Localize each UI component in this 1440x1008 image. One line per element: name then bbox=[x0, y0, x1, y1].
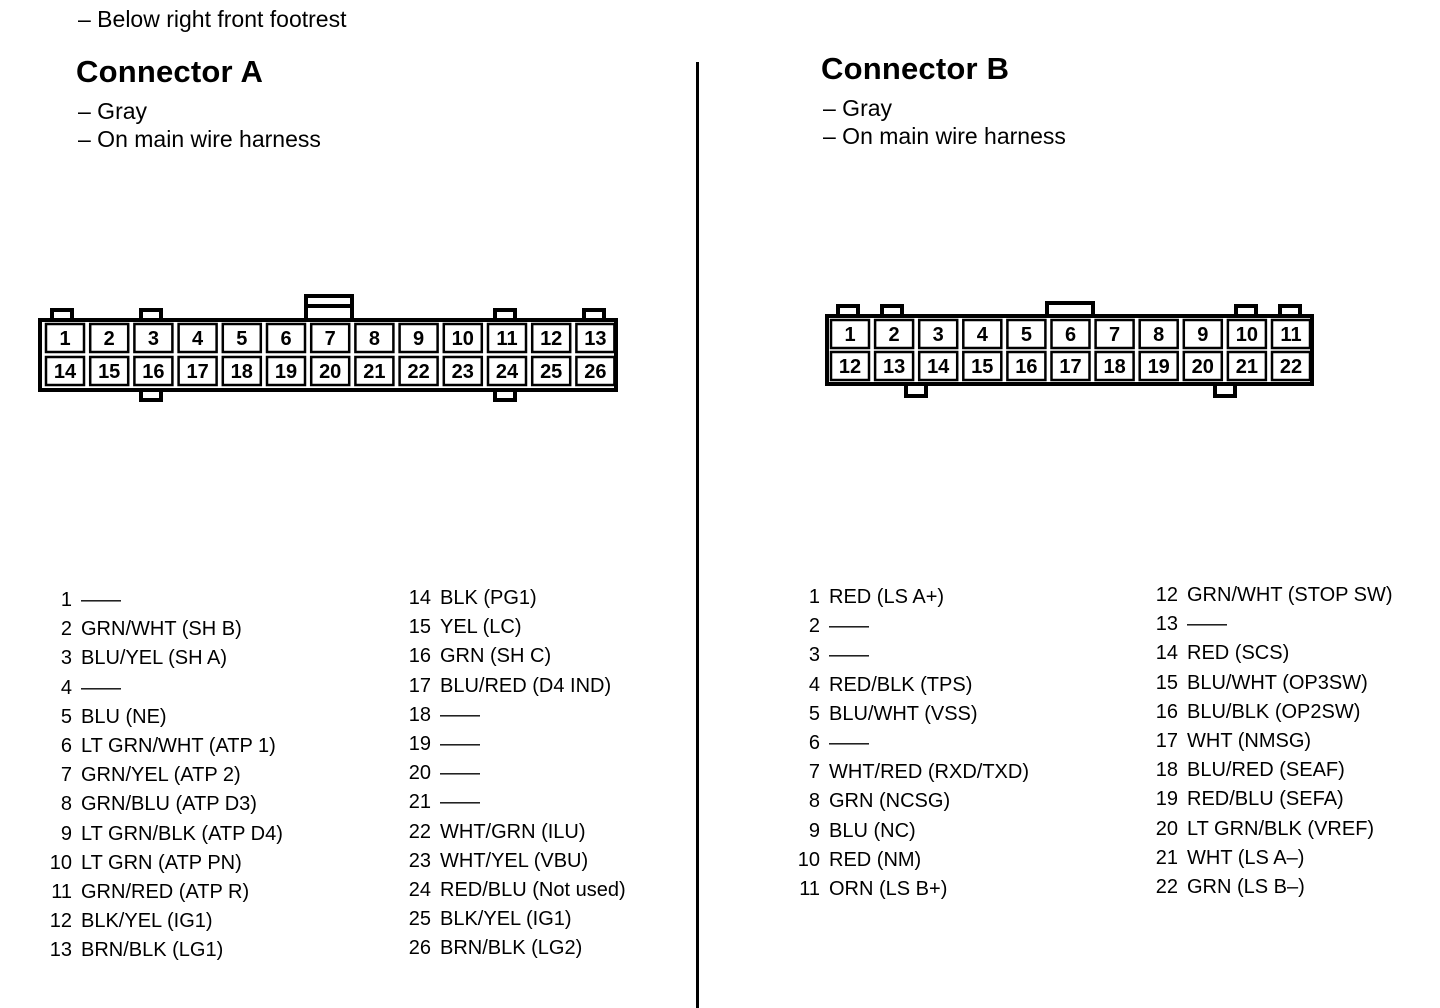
pin-number: 18 bbox=[1155, 759, 1178, 782]
pin-number: 20 bbox=[1155, 817, 1178, 840]
connector_b-pin-number: 18 bbox=[1103, 356, 1126, 378]
connector_a-pin-number: 10 bbox=[451, 328, 474, 350]
connector_a-pin-number: 25 bbox=[540, 361, 563, 383]
connector_a-pin-number: 24 bbox=[495, 361, 519, 383]
connector_a-pin-number: 13 bbox=[584, 328, 607, 350]
pin-number: 1 bbox=[808, 586, 820, 608]
connector_a-pin-number: 23 bbox=[451, 361, 474, 383]
connector_a-pin-number: 20 bbox=[319, 361, 342, 383]
pin-list-item bbox=[1142, 785, 1393, 814]
connector_a-pin-number: 15 bbox=[98, 361, 121, 383]
connector-b-lock-tab bbox=[1047, 303, 1093, 316]
pin-number: 23 bbox=[408, 849, 431, 872]
connector_b-pin-number: 19 bbox=[1147, 356, 1170, 378]
pin-list-item bbox=[1142, 815, 1393, 844]
pin-wire-signal: —— bbox=[440, 791, 480, 814]
pin-number: 25 bbox=[408, 908, 431, 931]
pin-number: 7 bbox=[60, 764, 72, 787]
pin-list-item bbox=[784, 641, 1029, 670]
pin-wire-signal: BLU (NE) bbox=[81, 705, 167, 728]
pin-wire-signal: BRN/BLK (LG2) bbox=[440, 937, 583, 960]
connector_b-pin-number: 12 bbox=[838, 356, 862, 378]
connector_b-pin-number: 16 bbox=[1015, 356, 1038, 378]
pin-wire-signal: BLU (NC) bbox=[829, 819, 916, 842]
pin-list-item bbox=[395, 730, 626, 759]
pin-list-item bbox=[36, 586, 283, 615]
pin-number: 4 bbox=[808, 673, 820, 696]
connector_a-pin-number: 17 bbox=[186, 361, 209, 383]
pin-number: 17 bbox=[408, 674, 431, 697]
pin-list-item bbox=[1142, 873, 1393, 902]
pin-list-item bbox=[784, 817, 1029, 846]
connector_b-pin-number: 8 bbox=[1153, 324, 1165, 346]
connector_b-pin-number: 3 bbox=[932, 324, 944, 346]
pin-number: 9 bbox=[60, 822, 72, 845]
pin-number: 5 bbox=[808, 702, 820, 725]
pin-number: 12 bbox=[49, 910, 72, 933]
pin-number: 13 bbox=[49, 939, 72, 962]
pin-list-item bbox=[36, 615, 283, 644]
pin-wire-signal: WHT/RED (RXD/TXD) bbox=[829, 761, 1029, 784]
pin-wire-signal: RED/BLU (Not used) bbox=[440, 878, 626, 901]
pin-wire-signal: —— bbox=[440, 732, 480, 755]
pin-list-item bbox=[1142, 610, 1393, 639]
pin-list-item bbox=[395, 642, 626, 671]
pin-list-item bbox=[1142, 639, 1393, 668]
pin-wire-signal: RED/BLU (SEFA) bbox=[1187, 788, 1344, 811]
connector-a-pin-list-2 bbox=[395, 584, 626, 963]
pin-number: 2 bbox=[808, 615, 820, 638]
pin-wire-signal: —— bbox=[829, 644, 869, 667]
connector_a-pin-number: 18 bbox=[230, 361, 253, 383]
pin-number: 10 bbox=[797, 848, 820, 871]
pin-wire-signal: RED (LS A+) bbox=[829, 586, 945, 608]
connector_b-pin-number: 6 bbox=[1064, 324, 1077, 346]
pin-list-item bbox=[395, 934, 626, 963]
pin-number: 15 bbox=[1155, 671, 1178, 694]
pin-number: 9 bbox=[808, 819, 820, 842]
connector_b-pin-number: 14 bbox=[927, 356, 950, 378]
pin-wire-signal: BLK (PG1) bbox=[440, 587, 537, 609]
connector_b-pin-number: 4 bbox=[976, 324, 988, 346]
pin-list-item bbox=[395, 672, 626, 701]
pin-number: 11 bbox=[799, 877, 820, 900]
pin-list-item bbox=[1142, 727, 1393, 756]
pin-wire-signal: LT GRN/WHT (ATP 1) bbox=[81, 734, 276, 757]
pin-wire-signal: RED/BLK (TPS) bbox=[829, 673, 973, 696]
pin-list-item bbox=[784, 612, 1029, 641]
pin-list-item bbox=[36, 703, 283, 732]
pin-number: 2 bbox=[60, 618, 72, 641]
connector_b-pin-number: 9 bbox=[1197, 324, 1209, 346]
pin-list-item bbox=[1142, 581, 1393, 610]
pin-list-item bbox=[1142, 844, 1393, 873]
pin-number: 20 bbox=[408, 762, 431, 785]
pin-list-item bbox=[1142, 669, 1393, 698]
pin-list-item bbox=[395, 584, 626, 613]
pin-number: 8 bbox=[60, 793, 72, 816]
pin-list-item bbox=[395, 905, 626, 934]
pin-number: 5 bbox=[60, 705, 72, 728]
connector_a-pin-number: 9 bbox=[413, 328, 425, 350]
connector-b-pin-list-1 bbox=[784, 583, 1029, 904]
pin-wire-signal: —— bbox=[81, 676, 121, 699]
connector_a-pin-number: 19 bbox=[274, 361, 298, 383]
pin-list-item bbox=[784, 671, 1029, 700]
pin-number: 14 bbox=[1155, 642, 1178, 665]
connector_a-pin-number: 22 bbox=[407, 361, 430, 383]
pin-wire-signal: LT GRN/BLK (ATP D4) bbox=[81, 822, 283, 845]
connector-b-location-note: – On main wire harness bbox=[823, 123, 1066, 149]
pin-list-item bbox=[784, 875, 1029, 904]
pin-wire-signal: BRN/BLK (LG1) bbox=[81, 939, 224, 962]
connector_b-pin-number: 17 bbox=[1059, 356, 1082, 378]
connector-a-location-note: – On main wire harness bbox=[78, 126, 321, 152]
pin-list-item bbox=[36, 790, 283, 819]
pin-wire-signal: BLK/YEL (IG1) bbox=[440, 908, 572, 931]
pin-list-item bbox=[784, 729, 1029, 758]
connector_a-pin-number: 8 bbox=[368, 328, 380, 350]
pin-list-item bbox=[395, 613, 626, 642]
pin-number: 14 bbox=[408, 587, 431, 609]
pin-number: 7 bbox=[808, 761, 820, 784]
pin-wire-signal: WHT (NMSG) bbox=[1187, 729, 1312, 752]
connector-a-pin-list-1 bbox=[36, 586, 283, 965]
connector_a-pin-number: 16 bbox=[142, 361, 165, 383]
connector-b-color-note: – Gray bbox=[823, 95, 893, 121]
pin-wire-signal: —— bbox=[81, 589, 121, 611]
pin-wire-signal: GRN (LS B–) bbox=[1187, 875, 1305, 898]
pin-list-item bbox=[784, 700, 1029, 729]
connector_b-pin-number: 5 bbox=[1020, 324, 1032, 346]
connector_a-pin-number: 14 bbox=[53, 361, 77, 383]
pin-wire-signal: BLU/BLK (OP2SW) bbox=[1187, 700, 1361, 723]
connector-a-color-note: – Gray bbox=[78, 98, 148, 124]
connector_b-pin-number: 22 bbox=[1279, 356, 1303, 378]
connector_a-pin-number: 12 bbox=[540, 328, 563, 350]
pin-list-item bbox=[36, 820, 283, 849]
pin-number: 19 bbox=[408, 732, 431, 755]
connector_a-pin-number: 6 bbox=[280, 328, 292, 350]
pin-number: 3 bbox=[60, 647, 72, 670]
pin-list-item bbox=[36, 849, 283, 878]
pin-list-item bbox=[395, 701, 626, 730]
pin-list-item bbox=[36, 644, 283, 673]
pin-number: 11 bbox=[51, 880, 72, 903]
pin-list-item bbox=[36, 674, 283, 703]
pin-number: 18 bbox=[408, 703, 431, 726]
pin-wire-signal: —— bbox=[1187, 613, 1227, 636]
pin-wire-signal: ORN (LS B+) bbox=[829, 877, 948, 900]
pin-wire-signal: RED (SCS) bbox=[1187, 642, 1290, 665]
connector_b-pin-number: 11 bbox=[1280, 324, 1302, 346]
pin-wire-signal: LT GRN/BLK (VREF) bbox=[1187, 817, 1375, 840]
pin-list-item bbox=[36, 907, 283, 936]
pin-number: 13 bbox=[1155, 613, 1178, 636]
pin-list-item bbox=[784, 758, 1029, 787]
pin-number: 17 bbox=[1155, 729, 1178, 752]
connector_b-pin-number: 10 bbox=[1235, 324, 1259, 346]
pin-number: 21 bbox=[408, 791, 431, 814]
connector_a-pin-number: 11 bbox=[496, 328, 518, 350]
pin-wire-signal: GRN/WHT (SH B) bbox=[81, 618, 242, 641]
location-note: – Below right front footrest bbox=[78, 6, 347, 32]
pin-number: 21 bbox=[1155, 846, 1178, 869]
connector_a-pin-number: 1 bbox=[59, 328, 71, 350]
connector_b-pin-number: 13 bbox=[882, 356, 906, 378]
pin-list-item bbox=[36, 761, 283, 790]
pin-list-item bbox=[36, 878, 283, 907]
pin-list-item bbox=[395, 788, 626, 817]
pin-wire-signal: LT GRN (ATP PN) bbox=[81, 851, 242, 874]
pin-number: 19 bbox=[1155, 788, 1178, 811]
connector_b-pin-number: 2 bbox=[888, 324, 900, 346]
pin-wire-signal: —— bbox=[829, 731, 869, 754]
pin-list-item bbox=[784, 787, 1029, 816]
connector_a-pin-number: 4 bbox=[192, 328, 204, 350]
pin-wire-signal: GRN/BLU (ATP D3) bbox=[81, 793, 257, 816]
connector_a-pin-number: 2 bbox=[103, 328, 115, 350]
pin-wire-signal: GRN (SH C) bbox=[440, 645, 552, 668]
pin-number: 6 bbox=[60, 734, 72, 757]
pin-list-item bbox=[395, 818, 626, 847]
pin-wire-signal: —— bbox=[440, 703, 480, 726]
pin-wire-signal: —— bbox=[829, 615, 869, 638]
pin-number: 12 bbox=[1155, 584, 1178, 606]
pin-list-item bbox=[36, 936, 283, 965]
pin-wire-signal: BLU/YEL (SH A) bbox=[81, 647, 227, 670]
pin-wire-signal: WHT/GRN (ILU) bbox=[440, 820, 586, 843]
pin-number: 22 bbox=[1155, 875, 1178, 898]
connector_a-pin-number: 21 bbox=[363, 361, 386, 383]
pin-number: 10 bbox=[49, 851, 72, 874]
pin-wire-signal: WHT/YEL (VBU) bbox=[440, 849, 589, 872]
connector-b-pin-list-2 bbox=[1142, 581, 1393, 902]
connector_a-pin-number: 5 bbox=[236, 328, 248, 350]
connector_a-pin-number: 3 bbox=[147, 328, 159, 350]
pin-wire-signal: YEL (LC) bbox=[440, 616, 522, 639]
pin-list-item bbox=[784, 583, 1029, 612]
pin-list-item bbox=[1142, 698, 1393, 727]
pin-wire-signal: BLK/YEL (IG1) bbox=[81, 910, 213, 933]
pin-number: 1 bbox=[60, 589, 72, 611]
pin-wire-signal: GRN (NCSG) bbox=[829, 790, 951, 813]
pin-list-item bbox=[395, 876, 626, 905]
connector_b-pin-number: 15 bbox=[971, 356, 994, 378]
pin-wire-signal: WHT (LS A–) bbox=[1187, 846, 1305, 869]
pin-number: 16 bbox=[408, 645, 431, 668]
pin-number: 26 bbox=[408, 937, 431, 960]
pin-wire-signal: BLU/RED (D4 IND) bbox=[440, 674, 612, 697]
pin-number: 4 bbox=[60, 676, 72, 699]
pin-list-item bbox=[1142, 756, 1393, 785]
pin-wire-signal: BLU/RED (SEAF) bbox=[1187, 759, 1345, 782]
connector_a-pin-number: 7 bbox=[324, 328, 336, 350]
pin-wire-signal: GRN/YEL (ATP 2) bbox=[81, 764, 241, 787]
pin-number: 8 bbox=[808, 790, 820, 813]
connector-b-title: Connector B bbox=[821, 51, 1010, 86]
pin-wire-signal: BLU/WHT (VSS) bbox=[829, 702, 978, 725]
connector_b-pin-number: 1 bbox=[844, 324, 856, 346]
pin-wire-signal: GRN/RED (ATP R) bbox=[81, 880, 250, 903]
pin-number: 22 bbox=[408, 820, 431, 843]
connector_b-pin-number: 20 bbox=[1191, 356, 1214, 378]
pin-number: 15 bbox=[408, 616, 431, 639]
pin-list-item bbox=[784, 846, 1029, 875]
pin-list-item bbox=[36, 732, 283, 761]
connector_b-pin-number: 7 bbox=[1109, 324, 1121, 346]
pin-number: 16 bbox=[1155, 700, 1178, 723]
connector_b-pin-number: 21 bbox=[1235, 356, 1259, 378]
connector-a-title: Connector A bbox=[76, 54, 264, 89]
pin-list-item bbox=[395, 847, 626, 876]
pin-number: 24 bbox=[408, 878, 431, 901]
connector_a-pin-number: 26 bbox=[584, 361, 607, 383]
pin-number: 6 bbox=[808, 731, 820, 754]
pin-wire-signal: GRN/WHT (STOP SW) bbox=[1187, 584, 1393, 606]
pin-number: 3 bbox=[808, 644, 820, 667]
pin-wire-signal: RED (NM) bbox=[829, 848, 922, 871]
pin-list-item bbox=[395, 759, 626, 788]
pin-wire-signal: —— bbox=[440, 762, 480, 785]
pin-wire-signal: BLU/WHT (OP3SW) bbox=[1187, 671, 1368, 694]
